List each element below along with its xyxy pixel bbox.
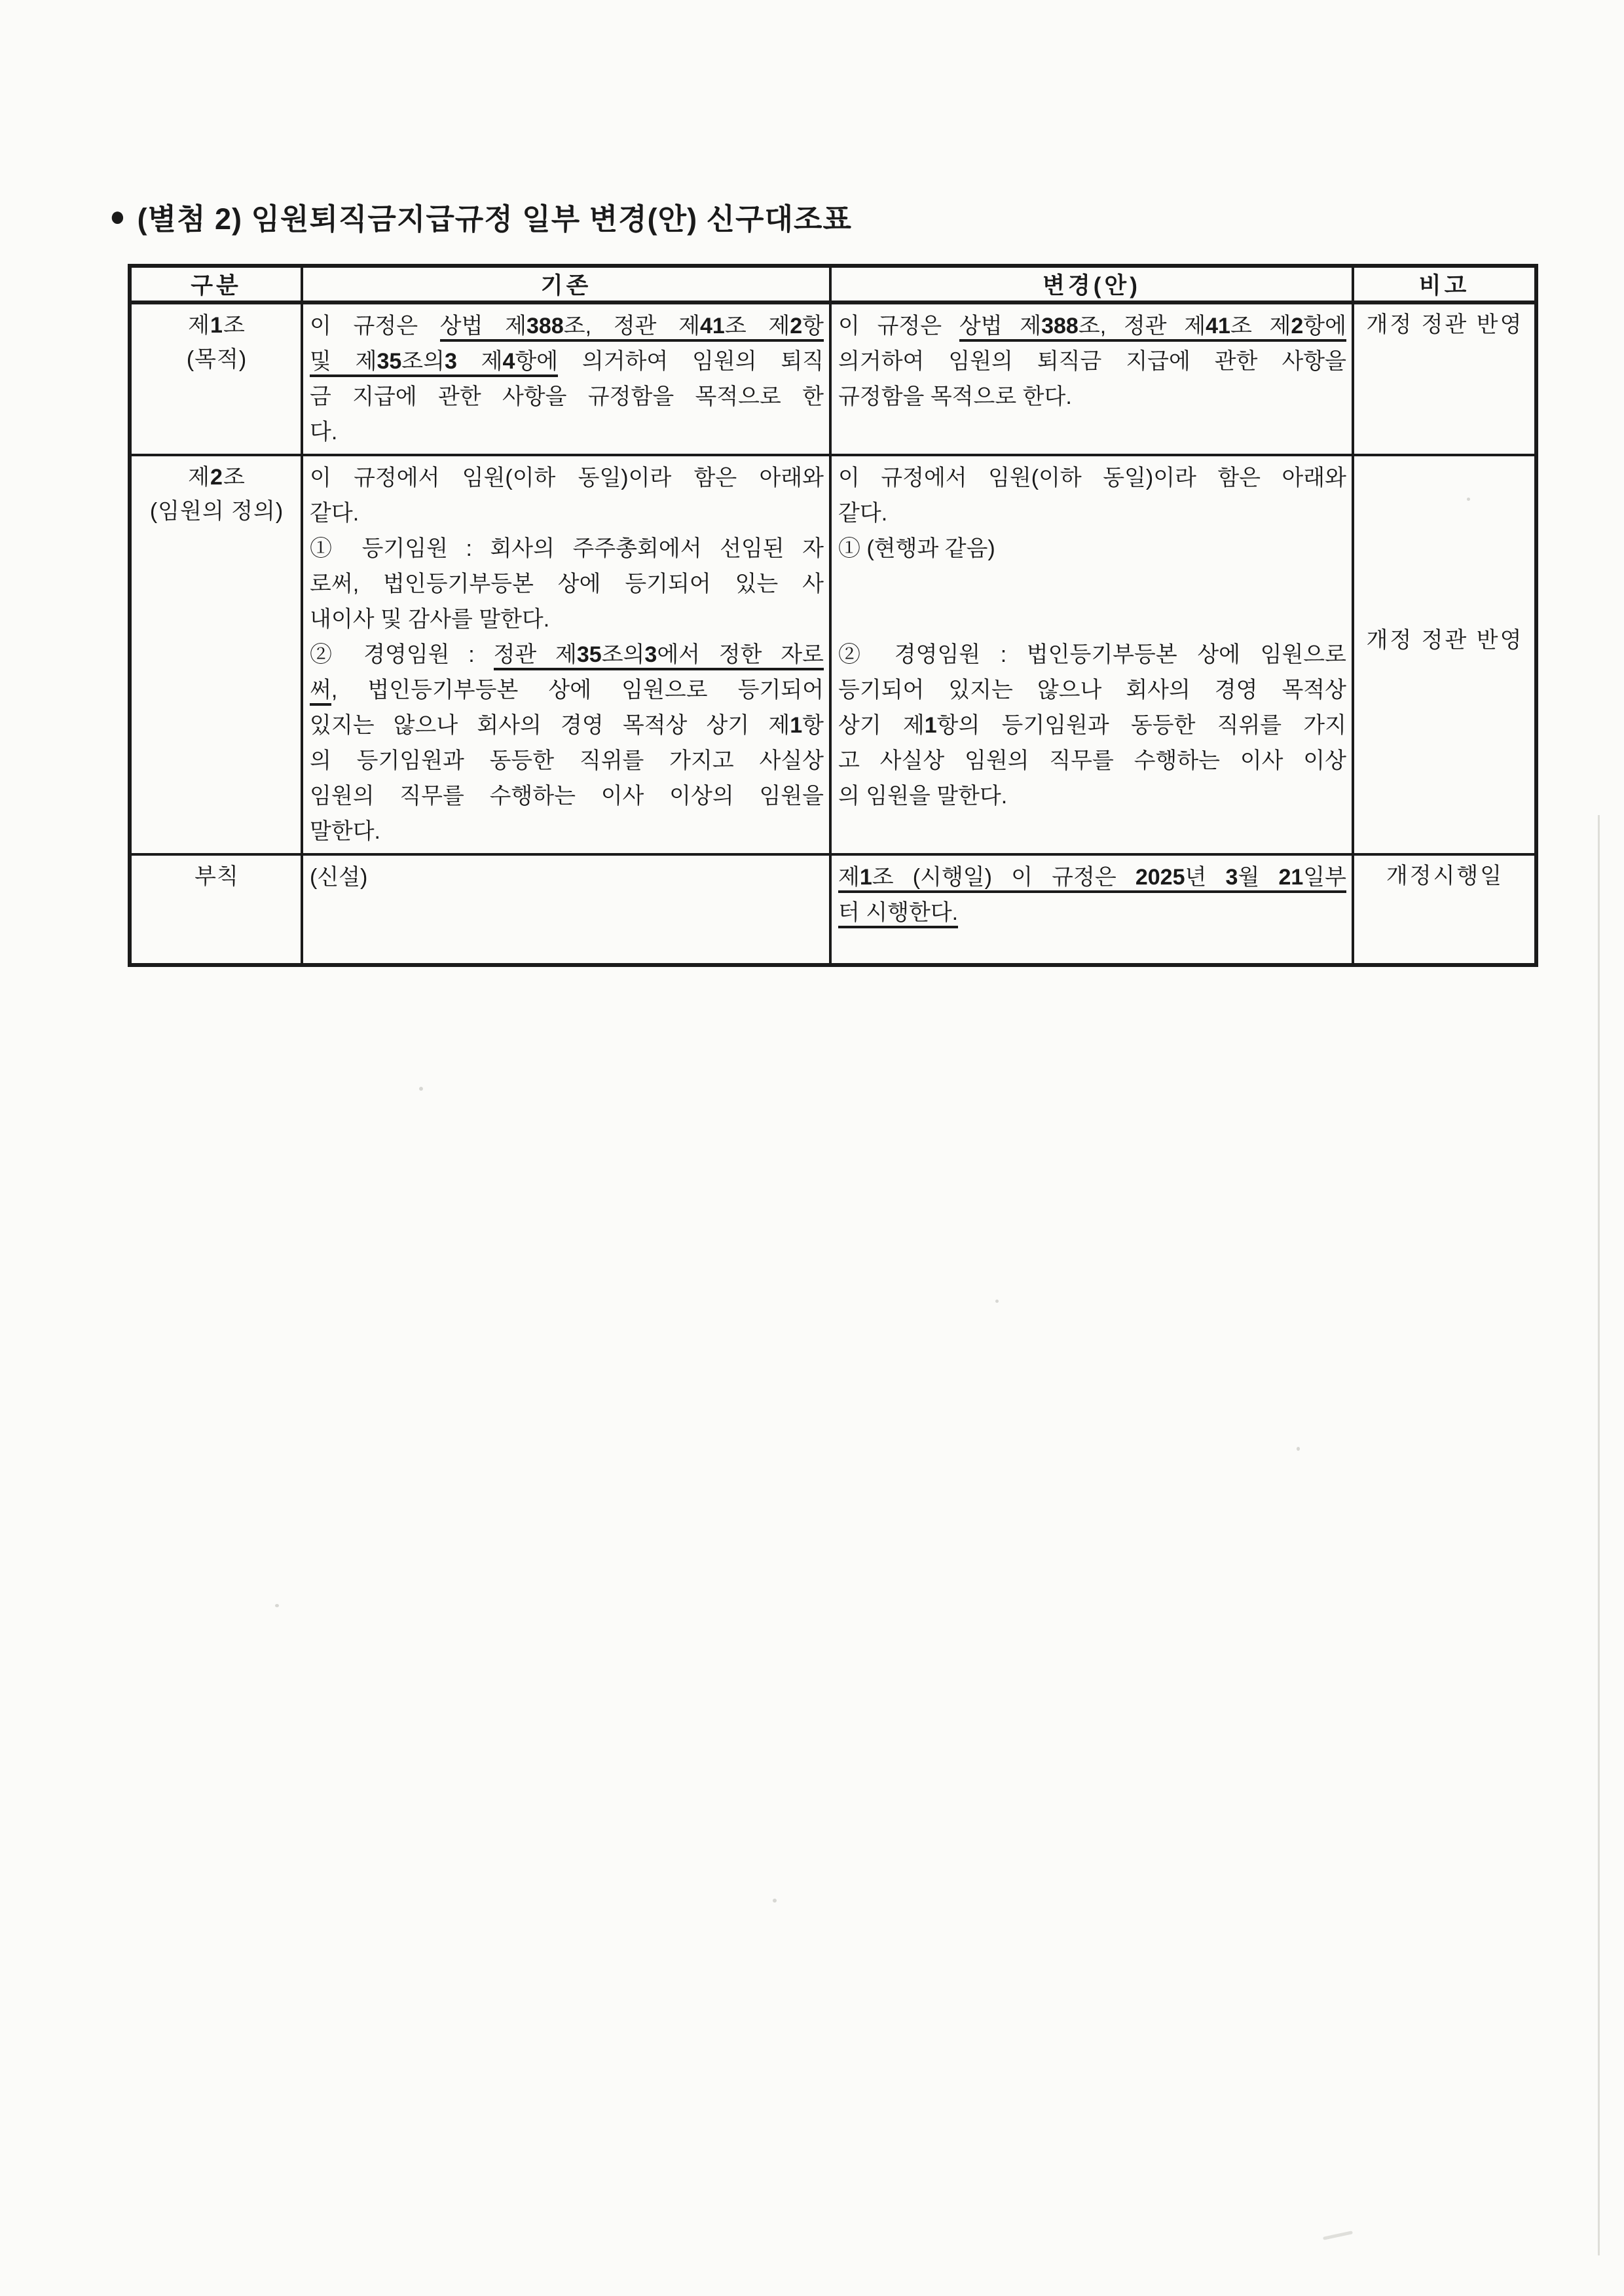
cell-category (130, 455, 302, 854)
text-line (310, 860, 824, 895)
text-segment: 의 등기임원과 동등한 직위를 가지고 사실상 (310, 748, 824, 773)
underlined-text: 제1조 (시행일) 이 규정은 2025년 3월 21일부 (838, 865, 1346, 893)
text-line (310, 531, 824, 566)
doc-title (109, 195, 852, 238)
text-segment: 다. (310, 420, 338, 445)
scan-speck (1467, 498, 1470, 501)
numeral: 21 (1278, 865, 1304, 890)
text-segment: 의거하여 임원의 퇴직금 지급에 관한 사항을 (838, 349, 1346, 374)
text-segment: 임원의 직무를 수행하는 이사 이상의 임원을 (310, 784, 824, 809)
numeral: 1 (210, 313, 223, 338)
text-segment: (신설) (310, 865, 368, 890)
text-line (838, 566, 1346, 602)
text-line (838, 379, 1346, 414)
text-line (310, 496, 824, 531)
scan-speck (1297, 1447, 1300, 1451)
text-line (310, 460, 824, 496)
numeral: 4 (502, 349, 515, 374)
numeral: 3 (644, 642, 657, 667)
text-line (310, 566, 824, 602)
header-old: 기존 (302, 266, 830, 302)
text-segment: 고 사실상 임원의 직무를 수행하는 이사 이상 (838, 748, 1346, 773)
numeral: 2 (790, 314, 803, 338)
scan-artifact-line (1598, 815, 1600, 2255)
category-line: (목적) (186, 347, 248, 372)
text-line (310, 344, 824, 379)
header-note: 비고 (1353, 266, 1536, 302)
header-new: 변경(안) (830, 266, 1353, 302)
text-segment: 등기되어 있지는 않으나 회사의 경영 목적상 (838, 678, 1346, 702)
category-line: 부칙 (194, 864, 239, 889)
numeral: 2025 (1135, 865, 1185, 890)
text-line (310, 308, 824, 344)
text-line (838, 460, 1346, 496)
scan-speck (995, 1300, 999, 1303)
text-line (838, 860, 1346, 895)
text-segment: ② 경영임원 : 법인등기부등본 상에 임원으로 (838, 642, 1346, 667)
scan-smudge (1323, 2231, 1353, 2240)
text-line (838, 743, 1346, 778)
cell-remark (1353, 455, 1536, 854)
text-segment: ② 경영임원 : (310, 642, 494, 667)
text-line (310, 637, 824, 672)
category-line: 제2조 (188, 465, 246, 490)
text-segment: 규정함을 목적으로 한다. (838, 384, 1072, 409)
numeral: 1 (790, 713, 803, 738)
text-segment: 이 규정은 (838, 314, 959, 338)
bullet-icon: ● (109, 200, 126, 232)
cell-remark (1353, 302, 1536, 455)
category-line: 제1조 (188, 313, 246, 338)
table-row-article-2 (130, 455, 1536, 854)
text-segment: ① 등기임원 : 회사의 주주총회에서 선임된 자 (310, 536, 824, 561)
text-segment: , 법인등기부등본 상에 임원으로 등기되어 (331, 678, 824, 702)
cell-new-text (830, 455, 1353, 854)
text-segment: 있지는 않으나 회사의 경영 목적상 상기 제1항 (310, 713, 824, 738)
underlined-text: 상법 제388조, 정관 제41조 제2항에 (959, 314, 1346, 342)
text-segment: 같다. (838, 501, 888, 526)
numeral: 3 (444, 349, 457, 374)
numeral: 1 (924, 713, 937, 738)
text-segment: 같다. (310, 501, 360, 526)
cell-category (130, 302, 302, 455)
table-body (130, 302, 1536, 965)
text-line (310, 814, 824, 849)
underlined-text: 터 시행한다. (838, 900, 958, 928)
underlined-text: 정관 제35조의3에서 정한 자로 (494, 642, 824, 670)
underlined-text: 및 제35조의3 제4항에 (310, 349, 558, 377)
text-segment: 상기 제1항의 등기임원과 동등한 직위를 가지 (838, 713, 1346, 738)
doc-title-text: (별첨 2) 임원퇴직금지급규정 일부 변경(안) 신구대조표 (137, 202, 852, 236)
cell-new-text (830, 302, 1353, 455)
underlined-text: 상법 제388조, 정관 제41조 제2항 (440, 314, 824, 342)
text-line (310, 672, 824, 708)
scan-speck (419, 1087, 423, 1091)
text-line (310, 778, 824, 814)
text-line (310, 602, 824, 637)
numeral: 388 (1041, 314, 1079, 338)
text-line (838, 531, 1346, 566)
scan-speck (773, 1899, 777, 1903)
header-category: 구분 (130, 266, 302, 302)
cell-old-text (302, 302, 830, 455)
remark-text: 개정시행일 (1386, 864, 1504, 888)
numeral: 388 (526, 314, 564, 338)
text-line (838, 344, 1346, 379)
text-segment: 의거하여 임원의 퇴직 (558, 349, 824, 374)
numeral: 2 (210, 465, 223, 490)
cell-new-text (830, 854, 1353, 965)
numeral: 3 (1225, 865, 1238, 890)
text-line (310, 379, 824, 414)
text-line (310, 414, 824, 450)
text-line (838, 672, 1346, 708)
cell-old-text (302, 854, 830, 965)
text-segment: 말한다. (310, 819, 380, 844)
numeral: 41 (699, 314, 725, 338)
table-header-row (130, 266, 1536, 302)
remark-text: 개정 정관 반영 (1366, 628, 1524, 653)
numeral: 2 (1291, 314, 1304, 338)
scan-speck (275, 1604, 279, 1607)
category-line: (임원의 정의) (149, 499, 284, 524)
text-segment: 이 규정에서 임원(이하 동일)이라 함은 아래와 (310, 465, 824, 490)
text-line (838, 308, 1346, 344)
text-segment: 이 규정은 (310, 314, 440, 338)
table-row-addendum (130, 854, 1536, 965)
cell-remark (1353, 854, 1536, 965)
text-segment: 로써, 법인등기부등본 상에 등기되어 있는 사 (310, 572, 824, 596)
comparison-table (128, 264, 1538, 967)
cell-old-text (302, 455, 830, 854)
cell-category (130, 854, 302, 965)
text-segment: ① (현행과 같음) (838, 536, 995, 561)
text-segment: 내이사 및 감사를 말한다. (310, 607, 550, 632)
numeral: 41 (1206, 314, 1230, 338)
text-line (838, 778, 1346, 814)
remark-text: 개정 정관 반영 (1366, 312, 1524, 337)
numeral: 35 (576, 642, 602, 667)
text-line (310, 743, 824, 778)
text-line (838, 895, 1346, 930)
underlined-text: 써 (310, 678, 331, 706)
numeral: 1 (859, 865, 872, 890)
text-segment: 이 규정에서 임원(이하 동일)이라 함은 아래와 (838, 465, 1346, 490)
text-segment: 금 지급에 관한 사항을 규정함을 목적으로 한 (310, 384, 824, 409)
text-line (838, 637, 1346, 672)
text-segment: 의 임원을 말한다. (838, 784, 1008, 809)
text-line (838, 602, 1346, 637)
numeral: 35 (377, 349, 402, 374)
text-line (838, 496, 1346, 531)
text-line (838, 708, 1346, 743)
text-line (310, 708, 824, 743)
table-row-article-1 (130, 302, 1536, 455)
